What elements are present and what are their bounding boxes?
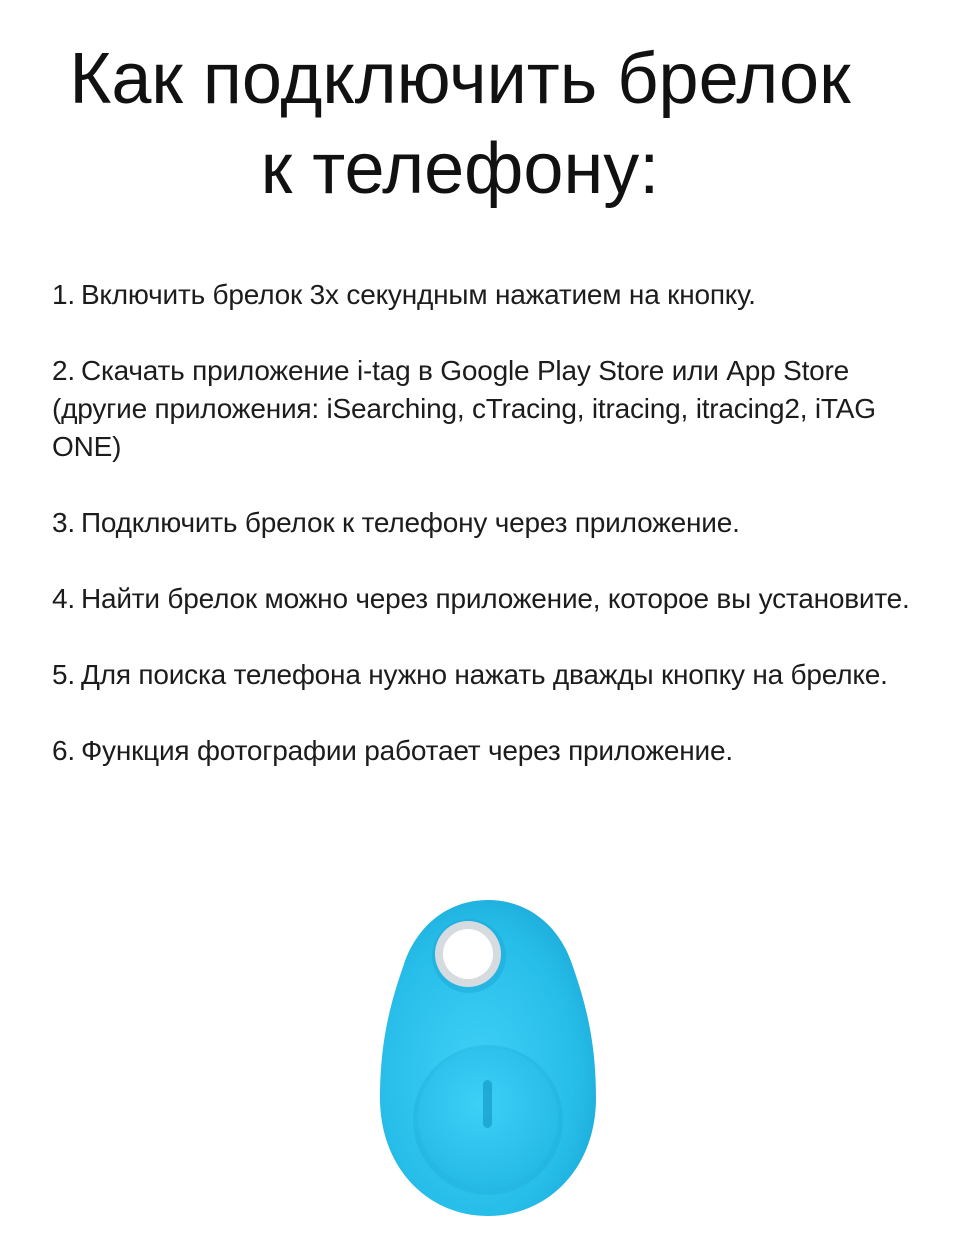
step-number: 4. — [52, 583, 75, 614]
step-text: Включить брелок 3х секундным нажатием на кнопку. — [80, 279, 756, 310]
instruction-step-6 — [52, 732, 932, 770]
instruction-step-1 — [52, 276, 932, 314]
step-text: Найти брелок можно через приложение, которое вы установите. — [80, 583, 910, 614]
step-text: Подключить брелок к телефону через приложение. — [80, 507, 740, 538]
instruction-step-2 — [52, 352, 932, 466]
instruction-step-5 — [52, 656, 932, 694]
instruction-list — [52, 276, 932, 808]
title-line-1: Как подключить брелок — [69, 39, 851, 119]
title-line-2: к телефону: — [260, 129, 660, 209]
step-text: Скачать приложение i-tag в Google Play Store или App Store (другие приложения: iSearching, cTracing, itracing, itracing2, iTAG ONE) — [52, 355, 876, 462]
keychain-tracker-icon — [364, 892, 612, 1222]
step-number: 5. — [52, 659, 75, 690]
instruction-step-3 — [52, 504, 932, 542]
instruction-step-4 — [52, 580, 932, 618]
step-text: Функция фотографии работает через приложение. — [80, 735, 733, 766]
step-number: 2. — [52, 355, 75, 386]
step-text: Для поиска телефона нужно нажать дважды кнопку на брелке. — [80, 659, 888, 690]
step-number: 6. — [52, 735, 75, 766]
step-number: 3. — [52, 507, 75, 538]
page-title — [0, 34, 920, 214]
step-number: 1. — [52, 279, 75, 310]
